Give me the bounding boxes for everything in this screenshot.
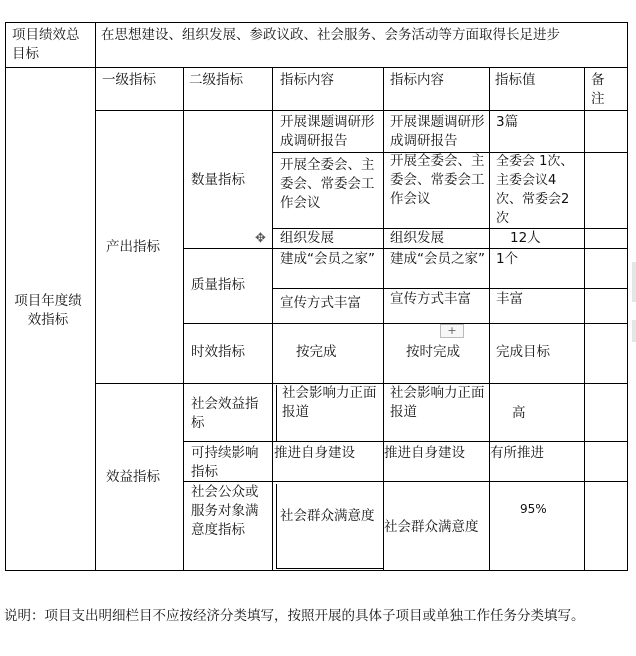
scroll-indicator[interactable] (632, 262, 636, 302)
move-handle-icon[interactable]: ✥ (255, 231, 266, 246)
row-content-a: 建成“会员之家” (280, 251, 375, 267)
row-value: 3篇 (496, 114, 519, 130)
header-value: 指标值 (495, 72, 536, 88)
row-content-b: 开展全委会、主委会、常委会工作会议 (390, 153, 485, 207)
row-content-a: 宣传方式丰富 (280, 295, 361, 311)
goal-label: 项目绩效总目标 (12, 27, 80, 62)
row-value: 95% (520, 502, 547, 516)
level2-quantity: 数量指标 (191, 172, 245, 188)
row-content-b: 社会群众满意度 (384, 519, 479, 535)
level2-timeliness: 时效指标 (191, 344, 245, 360)
row-content-a: 社会群众满意度 (280, 508, 375, 524)
row-content-b: 按时完成 (406, 344, 460, 360)
level2-satisfaction: 社会公众或服务对象满意度指标 (191, 484, 259, 538)
level2-quality: 质量指标 (191, 277, 245, 293)
row-value: 高 (512, 405, 526, 421)
row-content-b: 开展课题调研形成调研报告 (390, 114, 485, 149)
level2-sustainable: 可持续影响指标 (191, 445, 259, 480)
header-content-b: 指标内容 (390, 72, 444, 88)
row-value: 12人 (510, 230, 541, 246)
add-row-icon[interactable]: + (440, 324, 464, 338)
row-content-b: 宣传方式丰富 (390, 291, 471, 307)
row-value: 全委会 1次、主委会议4次、常委会2次 (496, 154, 574, 226)
row-content-a: 按完成 (296, 344, 337, 360)
row-content-b: 组织发展 (390, 230, 444, 246)
row-content-a: 社会影响力正面报道 (282, 385, 377, 420)
level1-output: 产出指标 (106, 239, 160, 255)
row-content-b: 社会影响力正面报道 (390, 385, 485, 420)
header-level1: 一级指标 (102, 72, 156, 88)
row-value: 完成目标 (496, 344, 550, 360)
row-content-a: 推进自身建设 (274, 445, 355, 461)
scroll-indicator[interactable] (632, 320, 636, 342)
row-value: 丰富 (496, 291, 523, 307)
header-level2: 二级指标 (189, 72, 243, 88)
row-content-a: 开展课题调研形成调研报告 (280, 114, 375, 149)
indicator-section-label: 项目年度绩效指标 (14, 293, 82, 328)
level2-social-benefit: 社会效益指标 (191, 396, 259, 431)
header-remark: 备注 (591, 72, 605, 107)
row-content-a: 开展全委会、主委会、常委会工作会议 (280, 157, 375, 211)
row-value: 1个 (496, 251, 519, 267)
level1-benefit: 效益指标 (106, 469, 160, 485)
goal-text: 在思想建设、组织发展、参政议政、社会服务、会务活动等方面取得长足进步 (101, 27, 560, 43)
row-value: 有所推进 (490, 445, 544, 461)
row-content-a: 组织发展 (280, 230, 334, 246)
row-content-b: 推进自身建设 (384, 445, 465, 461)
header-content-a: 指标内容 (280, 72, 334, 88)
footnote: 说明：项目支出明细栏目不应按经济分类填写，按照开展的具体子项目或单独工作任务分类填写。 (4, 608, 585, 624)
row-content-b: 建成“会员之家” (390, 251, 485, 267)
